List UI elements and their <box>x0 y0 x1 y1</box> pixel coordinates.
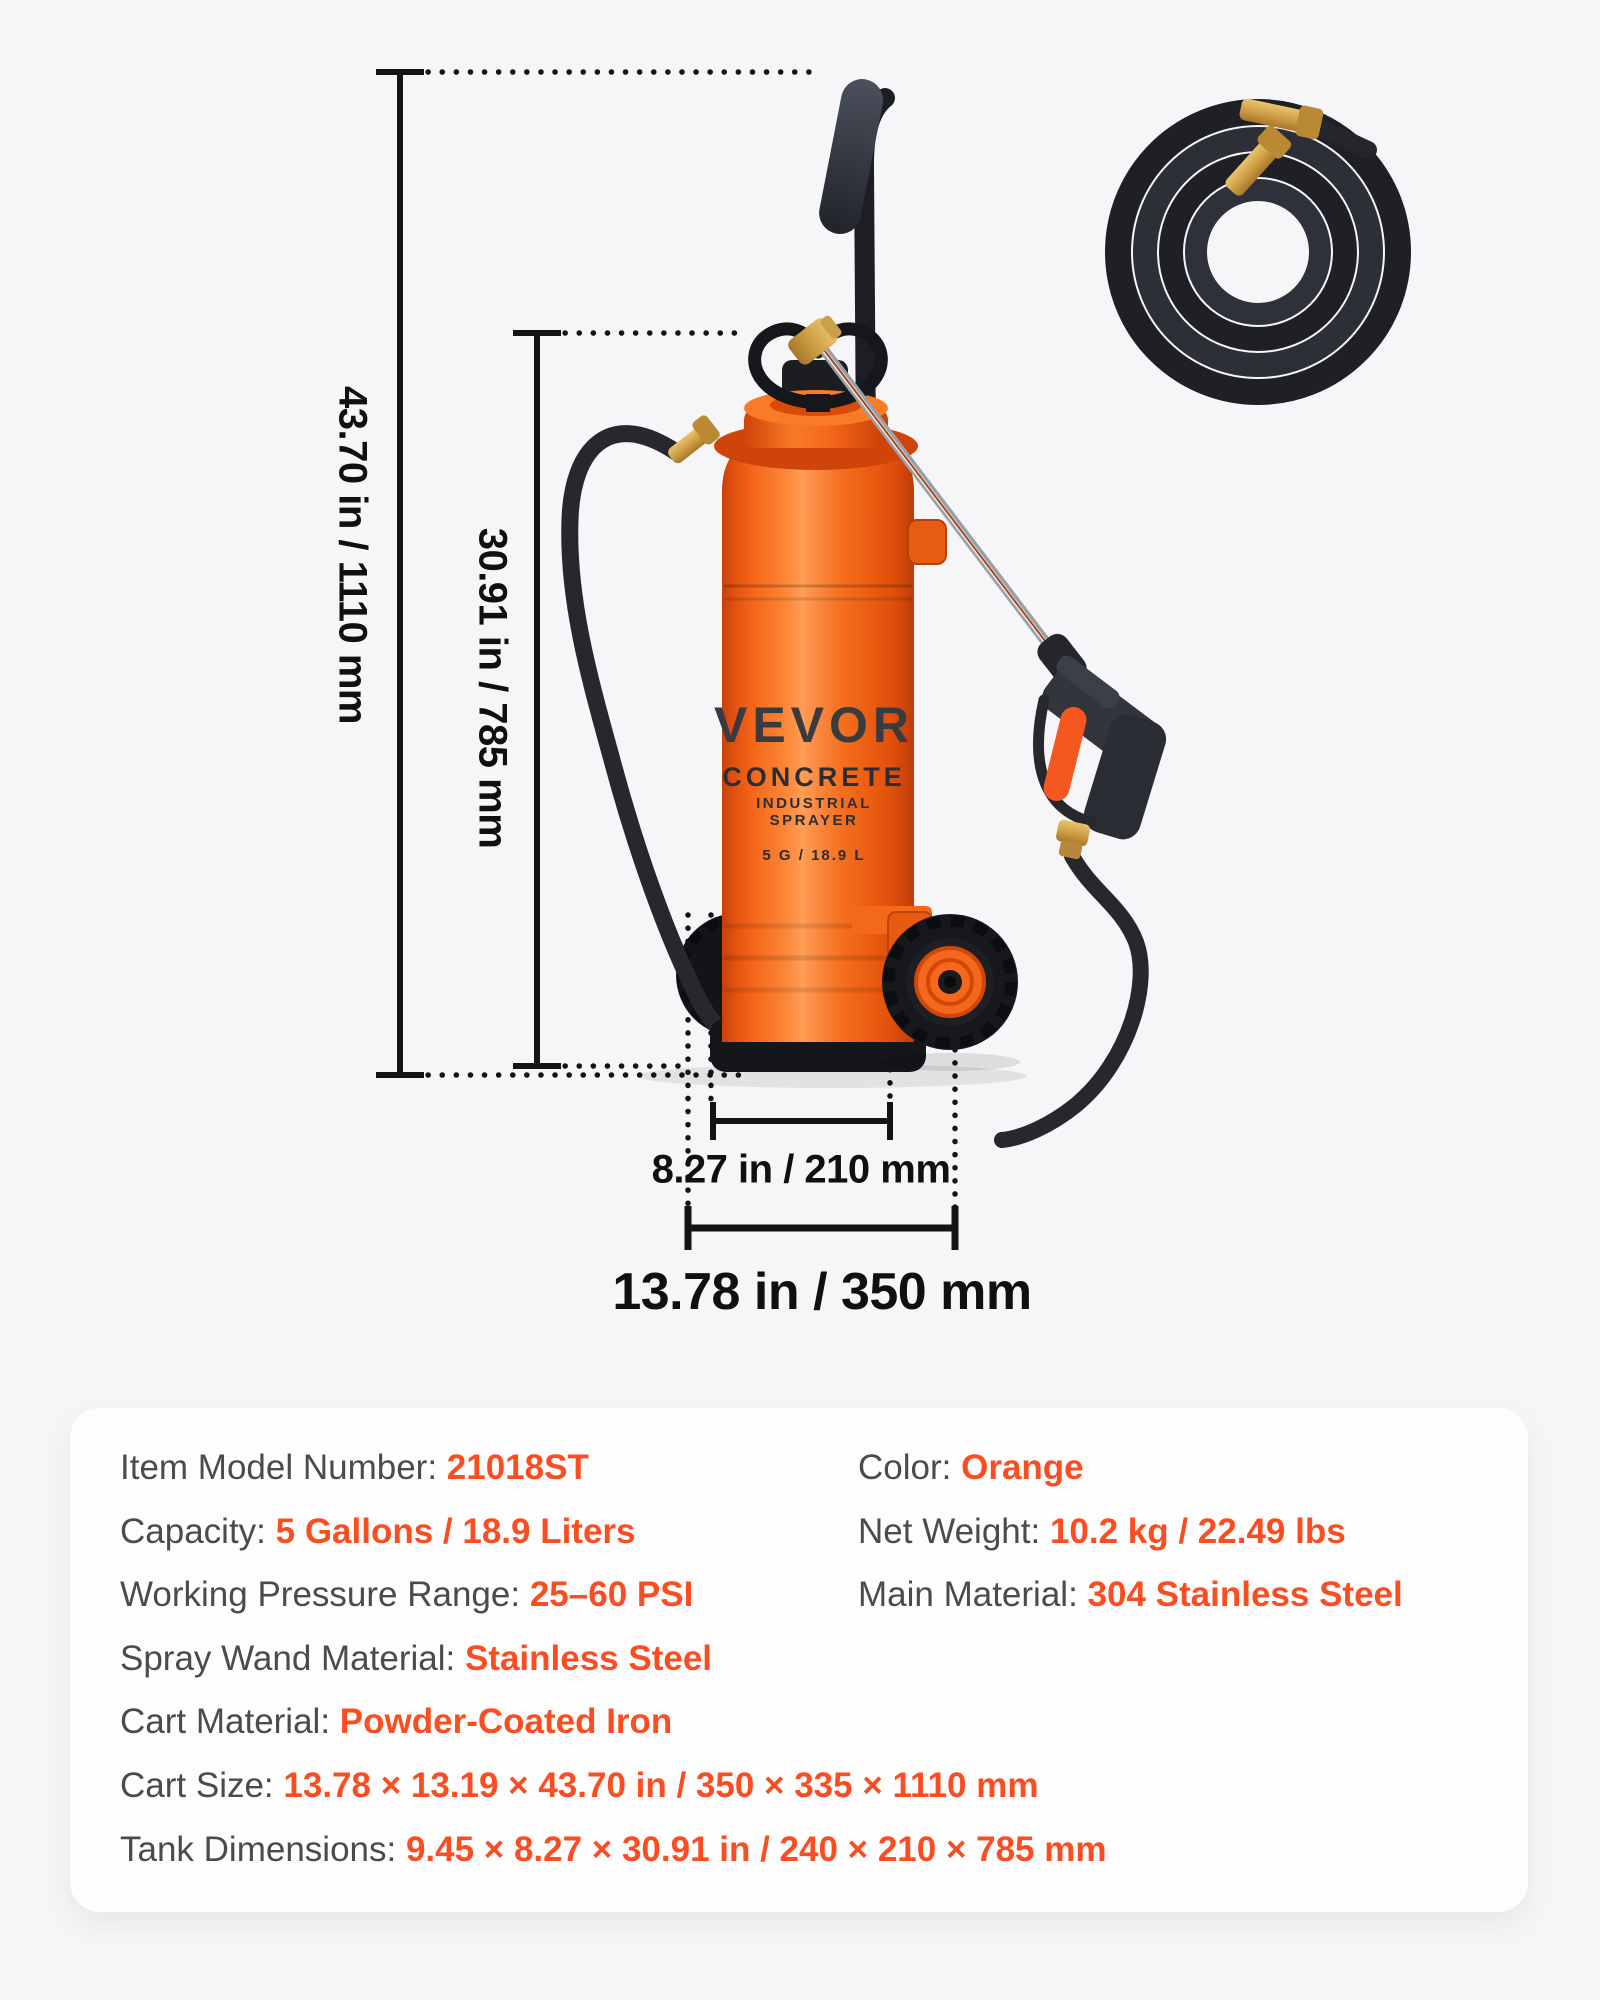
spec-value: Stainless Steel <box>464 1638 713 1678</box>
spec-label: Main Material: <box>858 1575 1088 1615</box>
spec-row-cart-size <box>120 1754 1106 1818</box>
gun-trigger <box>1041 704 1089 803</box>
tank-label-capacity: 5 G / 18.9 L <box>762 847 866 864</box>
spec-column-right <box>858 1436 1403 1627</box>
tank-printed-label <box>710 696 918 864</box>
tank-lid <box>714 360 918 470</box>
spec-label: Cart Size: <box>120 1765 284 1805</box>
spec-value: Powder-Coated Iron <box>339 1702 673 1742</box>
spec-value: 25–60 PSI <box>529 1575 694 1615</box>
dim-bracket-tank-width <box>713 1102 890 1140</box>
dim-label-total-height: 43.70 in / 1110 mm <box>330 386 375 724</box>
spec-value: 10.2 kg / 22.49 lbs <box>1049 1511 1346 1551</box>
spec-row-cart-material <box>120 1690 1106 1754</box>
spec-label: Net Weight: <box>858 1511 1050 1551</box>
spec-label: Tank Dimensions: <box>120 1829 406 1869</box>
dim-label-tank-width: 8.27 in / 210 mm <box>651 1147 951 1192</box>
gun-inlet-brass <box>1052 819 1091 861</box>
handle-grip <box>816 75 887 237</box>
tank-label-line1: CONCRETE <box>722 762 906 792</box>
spec-value: 5 Gallons / 18.9 Liters <box>275 1511 636 1551</box>
spray-gun <box>1033 629 1173 861</box>
spec-label: Item Model Number: <box>120 1448 447 1487</box>
spec-row-main-material <box>858 1563 1403 1627</box>
spec-row-tank-dimensions <box>120 1818 1106 1882</box>
brand-logo: VEVOR <box>713 697 915 753</box>
spec-label: Working Pressure Range: <box>120 1575 530 1615</box>
spec-row-color <box>858 1436 1403 1500</box>
spec-value: 9.45 × 8.27 × 30.91 in / 240 × 210 × 785 mm <box>405 1829 1107 1869</box>
spec-label: Capacity: <box>120 1511 276 1551</box>
spec-value: 304 Stainless Steel <box>1087 1575 1403 1615</box>
spec-label: Color: <box>858 1448 962 1487</box>
spec-label: Spray Wand Material: <box>120 1638 465 1678</box>
spec-row-net-weight <box>858 1500 1403 1564</box>
dim-label-cart-width: 13.78 in / 350 mm <box>612 1263 1032 1321</box>
tank-side-port <box>908 520 946 564</box>
dim-label-tank-height: 30.91 in / 785 mm <box>470 527 515 849</box>
spec-value: Orange <box>961 1448 1084 1487</box>
spec-value: 21018ST <box>446 1448 589 1487</box>
spec-row-wand-material <box>120 1627 1106 1691</box>
gun-hose <box>1002 856 1141 1140</box>
tank-label-line2: INDUSTRIAL SPRAYER <box>756 795 872 829</box>
spec-panel <box>70 1408 1528 1912</box>
dim-bracket-cart-width <box>688 1206 955 1250</box>
spec-label: Cart Material: <box>120 1702 340 1742</box>
coiled-hose <box>1118 93 1398 392</box>
spec-value: 13.78 × 13.19 × 43.70 in / 350 × 335 × 1110 mm <box>283 1765 1039 1805</box>
